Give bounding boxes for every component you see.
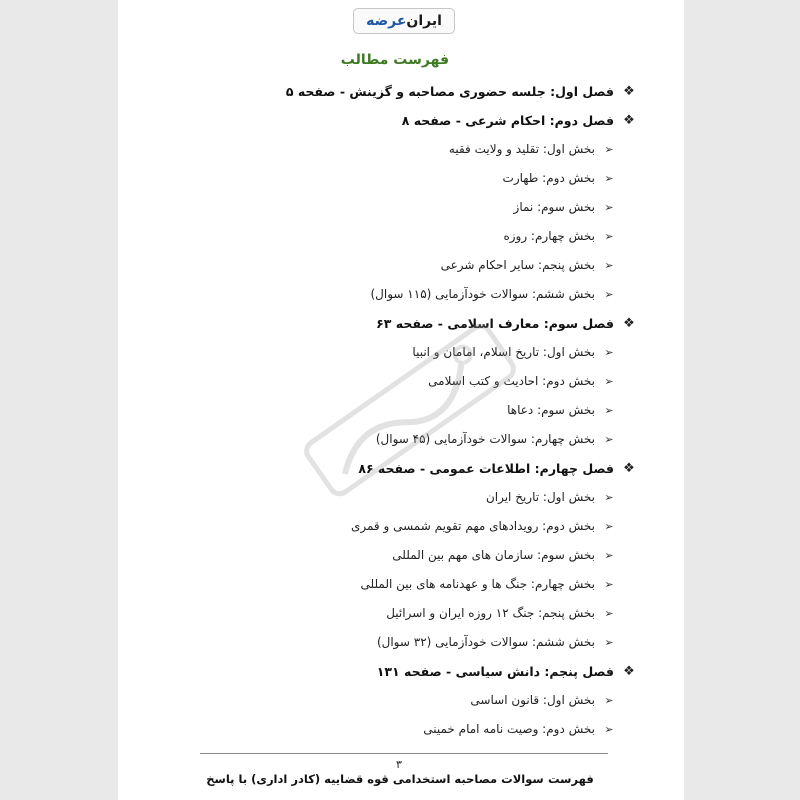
arrow-bullet-icon: ➢ <box>604 490 614 504</box>
toc-chapter-entry <box>377 664 636 679</box>
footer-book-title: سوالات مصاحبه استخدامی قوه قضاییه (کادر اداری) با پاسخ <box>206 772 544 786</box>
arrow-bullet-icon: ➢ <box>604 258 614 272</box>
toc-entry-text: بخش ششم: سوالات خودآزمایی (۳۲ سوال) <box>376 635 595 649</box>
arrow-bullet-icon: ➢ <box>604 635 614 649</box>
toc-entry-text: بخش دوم: احادیث و کتب اسلامی <box>428 374 595 388</box>
page-number: ۳ <box>396 758 402 771</box>
logo-text-part2: عرضه <box>366 13 407 29</box>
arrow-bullet-icon: ➢ <box>604 577 614 591</box>
toc-entry-text: فصل چهارم: اطلاعات عمومی - صفحه ۸۶ <box>358 461 614 476</box>
toc-entry-text: بخش ششم: سوالات خودآزمایی (۱۱۵ سوال) <box>370 287 595 301</box>
brand-logo <box>353 8 455 34</box>
toc-chapter-entry <box>286 84 636 99</box>
toc-section-entry <box>503 171 615 185</box>
arrow-bullet-icon: ➢ <box>604 374 614 388</box>
toc-entry-text: بخش چهارم: جنگ ها و عهدنامه های بین المللی <box>360 577 595 591</box>
arrow-bullet-icon: ➢ <box>604 722 614 736</box>
toc-section-entry <box>441 258 615 272</box>
arrow-bullet-icon: ➢ <box>604 229 614 243</box>
footer-section-label: فهرست <box>548 772 594 786</box>
toc-entry-text: بخش پنجم: جنگ ۱۲ روزه ایران و اسرائیل <box>386 606 595 620</box>
toc-entry-text: بخش دوم: طهارت <box>502 171 595 185</box>
toc-entry-text: بخش دوم: رویدادهای مهم تقویم شمسی و قمری <box>350 519 595 533</box>
toc-section-entry <box>514 200 615 214</box>
toc-section-entry <box>470 693 615 707</box>
toc-entry-text: بخش اول: تقلید و ولایت فقیه <box>448 142 595 156</box>
toc-entry-text: فصل پنجم: دانش سیاسی - صفحه ۱۳۱ <box>376 664 614 679</box>
toc-section-entry <box>370 287 615 301</box>
arrow-bullet-icon: ➢ <box>604 142 614 156</box>
toc-section-entry <box>507 403 615 417</box>
arrow-bullet-icon: ➢ <box>604 403 614 417</box>
logo-text-part1: ایران <box>406 13 442 29</box>
toc-entry-text: فصل دوم: احکام شرعی - صفحه ۸ <box>401 113 614 128</box>
footer-divider <box>200 753 608 754</box>
toc-section-entry <box>428 374 615 388</box>
toc-entry-text: بخش چهارم: روزه <box>503 229 595 243</box>
toc-chapter-entry <box>376 316 636 331</box>
toc-entry-text: بخش سوم: نماز <box>513 200 595 214</box>
toc-entry-text: بخش چهارم: سوالات خودآزمایی (۴۵ سوال) <box>375 432 595 446</box>
arrow-bullet-icon: ➢ <box>604 200 614 214</box>
toc-section-entry <box>449 142 615 156</box>
toc-section-entry <box>360 577 615 591</box>
toc-section-entry <box>486 490 615 504</box>
diamond-bullet-icon: ❖ <box>623 113 635 128</box>
toc-chapter-entry <box>402 113 636 128</box>
toc-section-entry <box>376 432 615 446</box>
arrow-bullet-icon: ➢ <box>604 693 614 707</box>
arrow-bullet-icon: ➢ <box>604 287 614 301</box>
arrow-bullet-icon: ➢ <box>604 606 614 620</box>
arrow-bullet-icon: ➢ <box>604 519 614 533</box>
toc-entry-text: فصل اول: جلسه حضوری مصاحبه و گزینش - صفحه ۵ <box>285 84 614 99</box>
toc-section-entry <box>412 345 615 359</box>
toc-section-entry <box>503 229 615 243</box>
diamond-bullet-icon: ❖ <box>623 316 635 331</box>
toc-section-entry <box>386 606 615 620</box>
toc-entry-text: فصل سوم: معارف اسلامی - صفحه ۶۳ <box>376 316 614 331</box>
toc-entry-text: بخش سوم: سازمان های مهم بین المللی <box>392 548 595 562</box>
arrow-bullet-icon: ➢ <box>604 345 614 359</box>
toc-entry-text: بخش دوم: وصیت نامه امام خمینی <box>423 722 595 736</box>
toc-section-entry <box>423 722 615 736</box>
diamond-bullet-icon: ❖ <box>623 84 635 99</box>
toc-entry-text: بخش پنجم: سایر احکام شرعی <box>440 258 595 272</box>
toc-chapter-entry <box>358 461 636 476</box>
arrow-bullet-icon: ➢ <box>604 548 614 562</box>
arrow-bullet-icon: ➢ <box>604 171 614 185</box>
diamond-bullet-icon: ❖ <box>623 664 635 679</box>
arrow-bullet-icon: ➢ <box>604 432 614 446</box>
toc-section-entry <box>351 519 615 533</box>
toc-section-entry <box>392 548 615 562</box>
toc-entry-text: بخش اول: تاریخ اسلام، امامان و انبیا <box>412 345 595 359</box>
diamond-bullet-icon: ❖ <box>623 461 635 476</box>
toc-entry-text: بخش سوم: دعاها <box>507 403 595 417</box>
toc-entry-text: بخش اول: قانون اساسی <box>470 693 595 707</box>
toc-section-entry <box>377 635 615 649</box>
toc-title: فهرست مطالب <box>340 52 449 68</box>
toc-entry-text: بخش اول: تاریخ ایران <box>485 490 595 504</box>
